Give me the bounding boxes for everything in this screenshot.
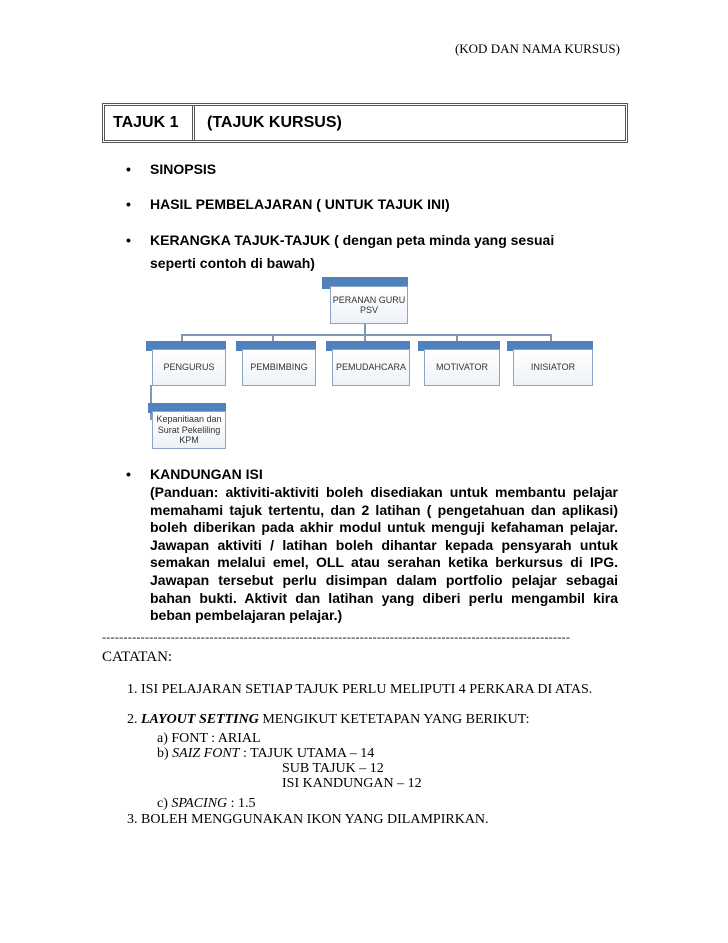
- connector-line: [181, 334, 552, 336]
- note-item-2b-sub: SUB TAJUK – 12: [282, 761, 384, 776]
- org-node-pemudahcara: PEMUDAHCARA: [332, 349, 410, 386]
- note-item-2-emphasis: LAYOUT SETTING: [141, 712, 259, 727]
- topic-number-cell: [105, 106, 195, 140]
- note-item-2b-rest: : TAJUK UTAMA – 14: [239, 746, 375, 761]
- note-item-2-rest: MENGIKUT KETETAPAN YANG BERIKUT:: [258, 712, 530, 727]
- org-node-kepanitiaan: Kepanitiaan dan Surat Pekeliling KPM: [152, 411, 226, 449]
- note-item-2b-label: b): [157, 746, 173, 761]
- bullet-learning-outcomes-text: HASIL PEMBELAJARAN ( UNTUK TAJUK INI): [150, 196, 450, 212]
- org-node-pengurus: PENGURUS: [152, 349, 226, 386]
- org-node-motivator: MOTIVATOR: [424, 349, 500, 386]
- bullet-dot-icon: •: [126, 232, 131, 248]
- topic-title-table: [102, 103, 628, 143]
- note-item-2c-rest: : 1.5: [227, 796, 256, 811]
- note-item-2b-emphasis: SAIZ FONT: [172, 746, 240, 761]
- separator-line: -------------------------------------------------------------------------------------------------------------: [102, 630, 571, 644]
- org-node-pembimbing: PEMBIMBING: [242, 349, 316, 386]
- bullet-content-heading: KANDUNGAN ISI: [150, 466, 263, 482]
- content-guide-paragraph: (Panduan: aktiviti-aktiviti boleh disediakan untuk membantu pelajar memahami tajuk tertentu, dan 2 latihan ( pengetahuan dan aplikasi) boleh diberikan pada akhir modul untuk menguji kefahaman pelajar. Jawapan aktiviti / latihan boleh dihantar kepada pensyarah untuk semakan melalui emel, OLL atau serahan ketika berkursus di IPG. Jawapan tersebut perlu disimpan dalam portfolio pelajar sebagai bahan bukti. Aktivit dan latihan yang diberi perlu mengambil kira beban pembelajaran pelajar.): [150, 484, 618, 624]
- note-item-2b: [157, 746, 374, 762]
- org-node-inisiator: INISIATOR: [513, 349, 593, 386]
- note-item-2b-content: ISI KANDUNGAN – 12: [282, 776, 422, 791]
- note-item-2c-label: c): [157, 796, 172, 811]
- bullet-dot-icon: •: [126, 466, 131, 482]
- note-item-2c: [157, 796, 256, 812]
- bullet-framework-text-line2: seperti contoh di bawah): [150, 255, 315, 271]
- notes-heading: CATATAN:: [102, 649, 173, 665]
- topic-number: TAJUK 1: [113, 114, 179, 131]
- note-item-2-number: 2.: [127, 712, 141, 727]
- course-code-header: (KOD DAN NAMA KURSUS): [454, 41, 620, 56]
- note-item-2a: a) FONT : ARIAL: [157, 731, 261, 746]
- org-root-node: PERANAN GURU PSV: [330, 286, 408, 324]
- note-item-3: 3. BOLEH MENGGUNAKAN IKON YANG DILAMPIRKAN.: [127, 812, 489, 827]
- bullet-framework-text: KERANGKA TAJUK-TAJUK ( dengan peta minda yang sesuai: [150, 232, 555, 248]
- bullet-synopsis-text: SINOPSIS: [150, 161, 217, 177]
- note-item-1: 1. ISI PELAJARAN SETIAP TAJUK PERLU MELIPUTI 4 PERKARA DI ATAS.: [127, 682, 593, 697]
- bullet-dot-icon: •: [126, 161, 131, 177]
- note-item-2: [127, 712, 530, 728]
- topic-name-cell: [195, 106, 625, 140]
- topic-name: (TAJUK KURSUS): [207, 114, 342, 131]
- bullet-dot-icon: •: [126, 196, 131, 212]
- note-item-2c-emphasis: SPACING: [171, 796, 228, 811]
